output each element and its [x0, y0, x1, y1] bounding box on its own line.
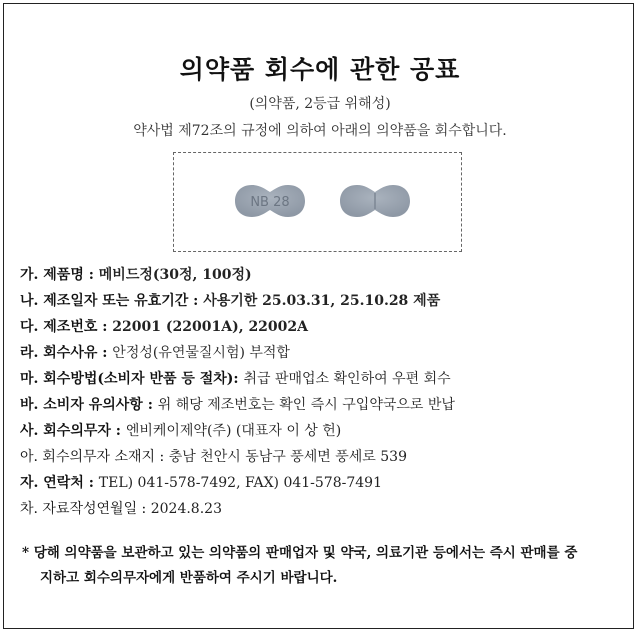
footnote: [22, 541, 622, 591]
item-label: 바. 소비자 유의사항 :: [20, 397, 158, 413]
item-value: 취급 판매업소 확인하여 우편 회수: [243, 371, 451, 387]
pill-front-image: [234, 183, 306, 219]
item-label: 사. 회수의무자 :: [20, 423, 126, 439]
item-label: 가. 제품명 :: [20, 267, 99, 283]
item-product-name: [20, 264, 455, 290]
footnote-line-1: * 당해 의약품을 보관하고 있는 의약품의 판매업자 및 약국, 의료기관 등에서는 즉시 판매를 중: [22, 545, 578, 561]
item-label: 아. 회수의무자 소재지 :: [20, 449, 169, 465]
page-title: 의약품 회수에 관한 공표: [179, 55, 461, 84]
item-recall-method: [20, 368, 455, 394]
recall-details: [20, 264, 455, 524]
item-responsible-party: [20, 420, 455, 446]
item-label: 마. 회수방법(소비자 반품 등 절차):: [20, 371, 244, 387]
pill-back-image: [339, 183, 411, 219]
subtitle: (의약품, 2등급 위해성): [249, 96, 391, 112]
item-contact: [20, 472, 455, 498]
product-photo: [173, 152, 462, 252]
item-value: 위 해당 제조번호는 확인 즉시 구입약국으로 반납: [157, 397, 455, 413]
item-consumer-notice: [20, 394, 455, 420]
item-date: [20, 498, 455, 524]
item-value: TEL) 041-578-7492, FAX) 041-578-7491: [98, 475, 382, 491]
item-label: 자. 연락처 :: [20, 475, 99, 491]
item-recall-reason: [20, 342, 455, 368]
item-value: 사용기한 25.03.31, 25.10.28 제품: [203, 293, 441, 309]
item-value: 안정성(유연물질시험) 부적합: [112, 345, 290, 361]
pill-imprint: NB 28: [250, 195, 290, 210]
intro-text: 약사법 제72조의 규정에 의하여 아래의 의약품을 회수합니다.: [133, 123, 507, 139]
item-value: 엔비케이제약(주) (대표자 이 상 헌): [125, 423, 342, 439]
item-value: 충남 천안시 동남구 풍세면 풍세로 539: [168, 449, 407, 465]
item-label: 다. 제조번호 :: [20, 319, 113, 335]
item-value: 22001 (22001A), 22002A: [112, 319, 309, 335]
item-expiry: [20, 290, 455, 316]
item-value: 2024.8.23: [150, 501, 222, 517]
item-lot-number: [20, 316, 455, 342]
item-label: 나. 제조일자 또는 유효기간 :: [20, 293, 204, 309]
item-value: 메비드정(30정, 100정): [98, 267, 252, 283]
item-address: [20, 446, 455, 472]
item-label: 차. 자료작성연월일 :: [20, 501, 151, 517]
footnote-line-2: 지하고 회수의무자에게 반품하여 주시기 바랍니다.: [40, 570, 338, 586]
item-label: 라. 회수사유 :: [20, 345, 113, 361]
